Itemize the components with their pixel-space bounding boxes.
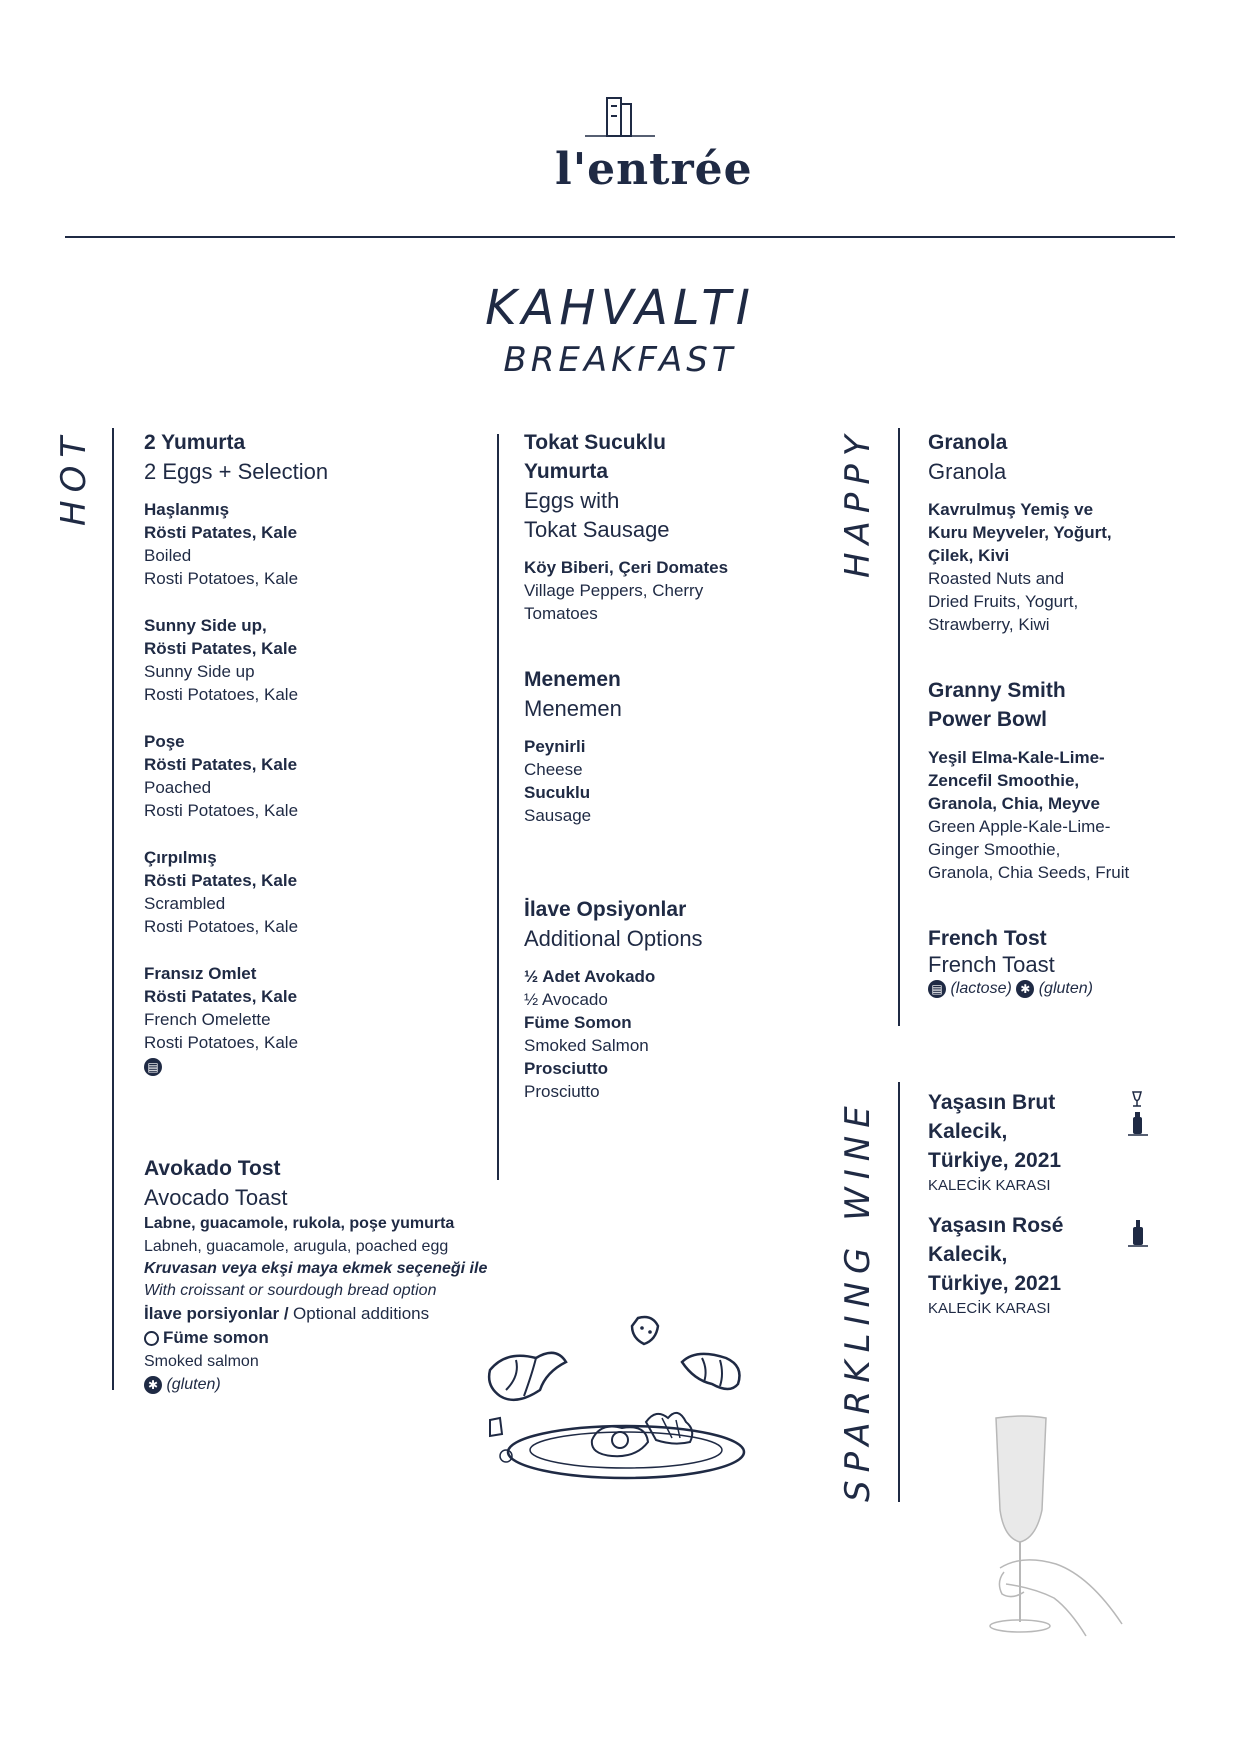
section-label-happy: HAPPY [838, 427, 878, 578]
breakfast-illustration [476, 1310, 796, 1490]
egg-option [144, 730, 494, 822]
option-tr: Çırpılmış [144, 848, 217, 867]
item-title-en: Granola [928, 459, 1007, 484]
page-subtitle: BREAKFAST [503, 340, 737, 380]
option-en: Rosti Potatoes, Kale [144, 801, 299, 820]
option-tr: Rösti Patates, Kale [144, 871, 298, 890]
item-desc-en: Roasted Nuts and [928, 569, 1065, 588]
option-en: ½ Avocado [524, 990, 608, 1009]
lactose-icon: ▤ [144, 1058, 162, 1076]
gluten-icon: ✱ [1016, 980, 1034, 998]
bread-option-tr: Kruvasan veya ekşi maya ekmek seçeneği ile [144, 1260, 488, 1277]
additions-label-en: Optional additions [293, 1304, 430, 1323]
item-desc-tr: Yeşil Elma-Kale-Lime- [928, 748, 1105, 767]
item-desc-en: Strawberry, Kiwi [928, 615, 1050, 634]
item-desc-tr: Labne, guacamole, rukola, poşe yumurta [144, 1215, 455, 1232]
egg-option [144, 498, 494, 590]
option-tr: Prosciutto [524, 1059, 609, 1078]
addition-en: Smoked salmon [144, 1353, 259, 1370]
option-tr: Rösti Patates, Kale [144, 755, 298, 774]
divider-middle [497, 434, 499, 1180]
lactose-label: (lactose) [950, 980, 1012, 997]
option-tr: Peynirli [524, 737, 586, 756]
option-tr: Poşe [144, 732, 185, 751]
item-title-tr: Tokat Sucuklu [524, 431, 666, 454]
wine-grape: KALECİK KARASI [928, 1177, 1051, 1194]
gluten-label: (gluten) [166, 1376, 221, 1393]
header-divider [65, 236, 1175, 238]
item-desc-tr: Köy Biberi, Çeri Domates [524, 558, 729, 577]
wine-region: Kalecik, [928, 1120, 1008, 1143]
item-desc-tr: Kuru Meyveler, Yoğurt, [928, 523, 1112, 542]
item-title: Granny Smith [928, 679, 1066, 702]
lactose-icon: ▤ [928, 980, 946, 998]
wine-name: Yaşasın Brut [928, 1091, 1056, 1114]
item-desc-tr: Çilek, Kivi [928, 546, 1010, 565]
bread-option-en: With croissant or sourdough bread option [144, 1282, 437, 1299]
option-tr: Rösti Patates, Kale [144, 523, 298, 542]
item-title-en: Avocado Toast [144, 1185, 288, 1210]
champagne-glass-icon [960, 1414, 1140, 1644]
item-title-tr: Menemen [524, 668, 621, 691]
section-label-hot: HOT [54, 428, 94, 526]
item-desc-en: Village Peppers, Cherry [524, 581, 704, 600]
item-title-tr: Granola [928, 431, 1008, 454]
option-tr: Sunny Side up, [144, 616, 267, 635]
option-tr: Fransız Omlet [144, 964, 257, 983]
item-desc-en: Tomatoes [524, 604, 598, 623]
wine-list [928, 1088, 1148, 1320]
wine-origin: Türkiye, 2021 [928, 1149, 1062, 1172]
additions-label-tr: İlave porsiyonlar / [144, 1304, 289, 1323]
breakfast-drawing-icon [476, 1310, 796, 1490]
option-en: French Omelette [144, 1010, 271, 1029]
wine-origin: Türkiye, 2021 [928, 1272, 1062, 1295]
option-en: Sunny Side up [144, 662, 255, 681]
menu-column-middle [524, 428, 854, 1103]
wine-item [928, 1211, 1148, 1320]
option-tr: Sucuklu [524, 783, 591, 802]
page-title: KAHVALTI [485, 280, 755, 336]
item-title-en: French Toast [928, 952, 1055, 977]
gluten-label: (gluten) [1038, 980, 1093, 997]
option-checkbox-icon [144, 1331, 159, 1346]
item-desc-en: Dried Fruits, Yogurt, [928, 592, 1079, 611]
option-tr: Rösti Patates, Kale [144, 639, 298, 658]
item-title-en: Tokat Sausage [524, 517, 670, 542]
item-title-en: 2 Eggs + Selection [144, 459, 329, 484]
item-desc-tr: Kavrulmuş Yemiş ve [928, 500, 1094, 519]
item-title-en: Eggs with [524, 488, 620, 513]
option-en: Scrambled [144, 894, 226, 913]
egg-option [144, 846, 494, 938]
menu-column-hot [144, 428, 494, 1076]
menu-item-avocado [144, 1154, 524, 1396]
option-en: Sausage [524, 806, 592, 825]
item-title-tr: French Tost [928, 927, 1047, 950]
option-tr: Haşlanmış [144, 500, 230, 519]
option-en: Smoked Salmon [524, 1036, 649, 1055]
item-title-en: Menemen [524, 696, 622, 721]
option-en: Poached [144, 778, 212, 797]
item-title-tr: İlave Opsiyonlar [524, 898, 687, 921]
option-tr: Füme Somon [524, 1013, 632, 1032]
option-en: Boiled [144, 546, 192, 565]
brand-logo [555, 92, 753, 202]
egg-option [144, 614, 494, 706]
item-desc-en: Labneh, guacamole, arugula, poached egg [144, 1238, 449, 1255]
item-title-en: Additional Options [524, 926, 703, 951]
champagne-illustration [960, 1414, 1140, 1644]
addition-tr: Füme somon [163, 1328, 269, 1347]
option-tr: ½ Adet Avokado [524, 967, 656, 986]
option-en: Rosti Potatoes, Kale [144, 685, 299, 704]
item-title-tr: 2 Yumurta [144, 431, 246, 454]
gluten-icon: ✱ [144, 1376, 162, 1394]
wine-item [928, 1088, 1148, 1197]
bottle-icon [1126, 1218, 1152, 1248]
option-en: Rosti Potatoes, Kale [144, 917, 299, 936]
brand-name: l'entrée [555, 144, 753, 195]
option-en: Prosciutto [524, 1082, 600, 1101]
divider-sparkling [898, 1082, 900, 1502]
item-desc-en: Ginger Smoothie, [928, 840, 1061, 859]
egg-option [144, 962, 494, 1076]
option-en: Rosti Potatoes, Kale [144, 1033, 299, 1052]
section-label-sparkling: SPARKLING WINE [838, 1098, 878, 1502]
wine-name: Yaşasın Rosé [928, 1214, 1064, 1237]
wine-grape: KALECİK KARASI [928, 1300, 1051, 1317]
option-en: Cheese [524, 760, 583, 779]
item-title-tr: Yumurta [524, 460, 609, 483]
menu-column-happy [928, 428, 1178, 1001]
item-title-tr: Avokado Tost [144, 1157, 281, 1180]
building-icon [555, 92, 685, 152]
divider-happy [898, 428, 900, 1026]
item-desc-tr: Granola, Chia, Meyve [928, 794, 1100, 813]
divider-hot [112, 428, 114, 1390]
glass-bottle-icon [1126, 1090, 1152, 1136]
wine-region: Kalecik, [928, 1243, 1008, 1266]
item-desc-en: Granola, Chia Seeds, Fruit [928, 863, 1130, 882]
item-desc-tr: Zencefil Smoothie, [928, 771, 1080, 790]
option-en: Rosti Potatoes, Kale [144, 569, 299, 588]
item-title: Power Bowl [928, 708, 1048, 731]
item-desc-en: Green Apple-Kale-Lime- [928, 817, 1111, 836]
option-tr: Rösti Patates, Kale [144, 987, 298, 1006]
